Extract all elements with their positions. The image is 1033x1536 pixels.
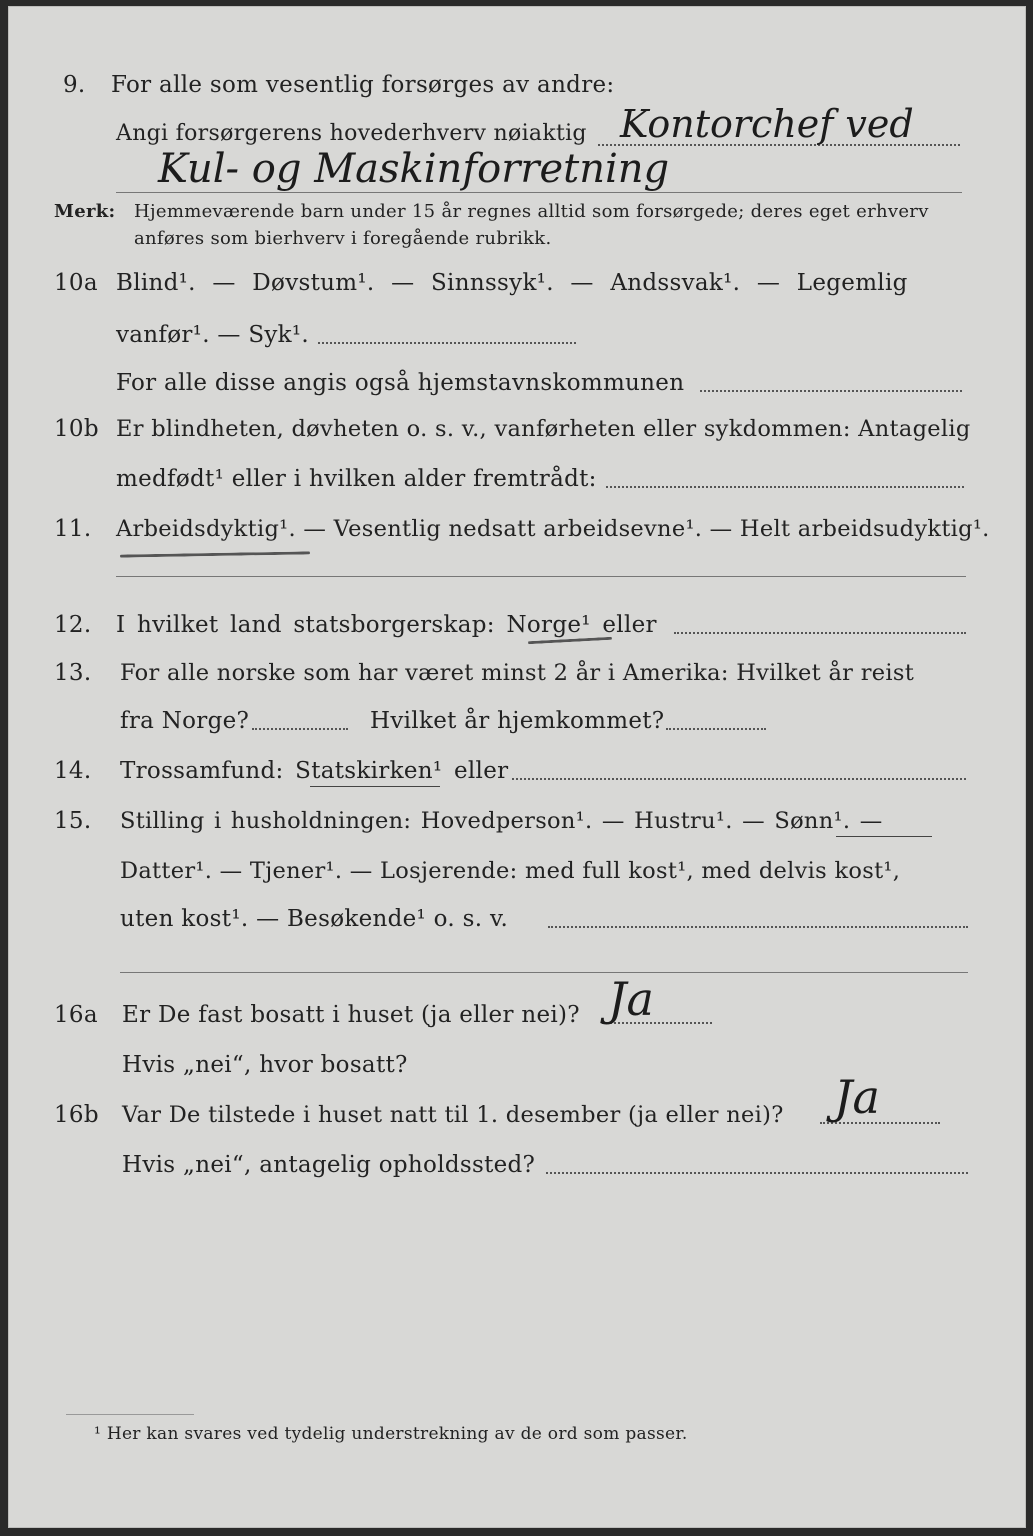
- q10a-hjemstavn-line: [700, 390, 962, 392]
- q12-line1: I hvilket land statsborgerskap: Norge¹ eller: [116, 612, 657, 638]
- q9-number: 9.: [63, 72, 86, 98]
- q13-line2a: fra Norge?: [120, 708, 250, 734]
- q16a-number: 16a: [54, 1002, 98, 1028]
- q16b-opholdssted-line: [546, 1172, 968, 1174]
- q10a-line2: vanfør¹. — Syk¹.: [116, 322, 310, 348]
- q9-subtext: Angi forsørgerens hovederhverv nøiaktig: [116, 121, 587, 146]
- q9-answer-line-2: [116, 192, 962, 193]
- q14-number: 14.: [54, 758, 92, 784]
- q16b-line1: Var De tilstede i huset natt til 1. desember (ja eller nei)?: [122, 1102, 784, 1128]
- q16a-handwritten-answer: Ja: [608, 972, 654, 1026]
- q13-hjemkommet-line: [666, 728, 766, 730]
- merk-label: Merk:: [54, 201, 116, 222]
- footnote-text: ¹ Her kan svares ved tydelig understrekning av de ord som passer.: [94, 1424, 688, 1444]
- q10b-line1: Er blindheten, døvheten o. s. v., vanførheten eller sykdommen: Antagelig: [116, 416, 971, 442]
- q14-line1: Trossamfund: Statskirken¹ eller: [120, 758, 509, 784]
- q16a-line2: Hvis „nei“, hvor bosatt?: [122, 1052, 408, 1078]
- q12-land-line: [674, 632, 966, 634]
- footnote-divider: [66, 1414, 194, 1415]
- merk-line1: Hjemmeværende barn under 15 år regnes alltid som forsørgede; deres eget erhverv: [134, 201, 929, 222]
- q16b-handwritten-answer: Ja: [834, 1070, 880, 1124]
- merk-line2: anføres som bierhverv i foregående rubrikk.: [134, 228, 552, 249]
- q9-text: For alle som vesentlig forsørges av andre:: [111, 72, 615, 98]
- q15-number: 15.: [54, 808, 92, 834]
- q14-underline-mark: [310, 786, 440, 787]
- q15-line3: uten kost¹. — Besøkende¹ o. s. v.: [120, 906, 509, 932]
- q15-answer-line: [120, 972, 968, 973]
- q13-line1: For alle norske som har været minst 2 år i Amerika: Hvilket år reist: [120, 660, 915, 686]
- q10a-syk-line: [318, 342, 576, 344]
- q15-line1: Stilling i husholdningen: Hovedperson¹. — Hustru¹. — Sønn¹. —: [120, 808, 883, 834]
- q15-osv-line: [548, 926, 968, 928]
- q10a-number: 10a: [54, 270, 98, 296]
- q16b-number: 16b: [54, 1102, 99, 1128]
- q10b-line2: medfødt¹ eller i hvilken alder fremtrådt:: [116, 466, 597, 492]
- q11-number: 11.: [54, 516, 92, 542]
- q13-reist-line: [252, 728, 348, 730]
- q11-underline-mark: [120, 551, 310, 557]
- q10a-line3: For alle disse angis også hjemstavnskommunen: [116, 370, 685, 396]
- q13-line2b: Hvilket år hjemkommet?: [370, 708, 665, 734]
- census-form-page: [8, 6, 1026, 1528]
- q10a-line1: Blind¹. — Døvstum¹. — Sinnssyk¹. — Andssvak¹. — Legemlig: [116, 270, 908, 296]
- q12-number: 12.: [54, 612, 92, 638]
- q9-handwritten-answer-2: Kul- og Maskinforretning: [158, 146, 670, 192]
- q11-line1: Arbeidsdyktig¹. — Vesentlig nedsatt arbeidsevne¹. — Helt arbeidsudyktig¹.: [116, 516, 990, 542]
- q10b-alder-line: [606, 486, 964, 488]
- q13-number: 13.: [54, 660, 92, 686]
- q9-handwritten-answer-1: Kontorchef ved: [620, 102, 914, 146]
- q11-answer-line: [116, 576, 966, 577]
- q10b-number: 10b: [54, 416, 99, 442]
- q16b-line2: Hvis „nei“, antagelig opholdssted?: [122, 1152, 536, 1178]
- q16a-line1: Er De fast bosatt i huset (ja eller nei)?: [122, 1002, 580, 1028]
- q14-trossamfund-line: [512, 778, 966, 780]
- q15-underline-mark: [836, 836, 932, 837]
- q15-line2: Datter¹. — Tjener¹. — Losjerende: med full kost¹, med delvis kost¹,: [120, 858, 901, 884]
